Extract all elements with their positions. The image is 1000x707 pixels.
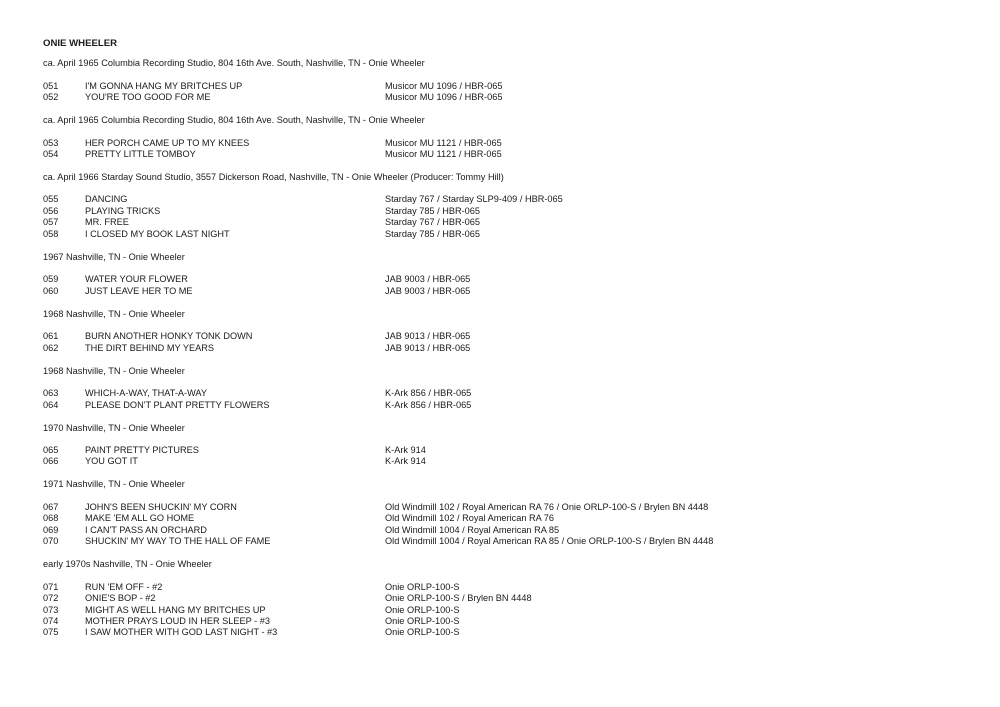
session-block bbox=[43, 423, 963, 468]
track-row bbox=[43, 400, 963, 411]
track-title: PLEASE DON'T PLANT PRETTY FLOWERS bbox=[85, 399, 270, 410]
track-number: 066 bbox=[43, 456, 59, 467]
track-release: Old Windmill 1004 / Royal American RA 85 bbox=[385, 524, 560, 535]
track-list bbox=[43, 274, 963, 297]
track-title: JUST LEAVE HER TO ME bbox=[85, 285, 193, 296]
track-row bbox=[43, 331, 963, 342]
track-title: MIGHT AS WELL HANG MY BRITCHES UP bbox=[85, 604, 266, 615]
session-block bbox=[43, 366, 963, 411]
track-title: JOHN'S BEEN SHUCKIN' MY CORN bbox=[85, 502, 237, 513]
track-list bbox=[43, 582, 963, 639]
track-list bbox=[43, 445, 963, 468]
session-header: 1967 Nashville, TN - Onie Wheeler bbox=[43, 251, 185, 262]
track-row bbox=[43, 593, 963, 604]
track-list bbox=[43, 81, 963, 104]
track-row bbox=[43, 274, 963, 285]
track-number: 074 bbox=[43, 615, 59, 626]
track-row bbox=[43, 92, 963, 103]
track-release: Onie ORLP-100-S bbox=[385, 604, 460, 615]
session-header: early 1970s Nashville, TN - Onie Wheeler bbox=[43, 559, 212, 570]
track-number: 069 bbox=[43, 524, 59, 535]
track-title: MAKE 'EM ALL GO HOME bbox=[85, 513, 195, 524]
track-title: RUN 'EM OFF - #2 bbox=[85, 581, 163, 592]
track-release: Musicor MU 1121 / HBR-065 bbox=[385, 137, 502, 148]
track-number: 072 bbox=[43, 593, 59, 604]
track-number: 075 bbox=[43, 627, 59, 638]
track-number: 057 bbox=[43, 217, 59, 228]
track-row bbox=[43, 388, 963, 399]
artist-heading: ONIE WHEELER bbox=[43, 38, 118, 49]
session-header: 1970 Nashville, TN - Onie Wheeler bbox=[43, 422, 185, 433]
track-number: 055 bbox=[43, 194, 59, 205]
session-header: 1968 Nashville, TN - Onie Wheeler bbox=[43, 308, 185, 319]
track-title: PAINT PRETTY PICTURES bbox=[85, 445, 199, 456]
track-release: JAB 9013 / HBR-065 bbox=[385, 331, 471, 342]
session-block bbox=[43, 479, 963, 547]
session-block bbox=[43, 559, 963, 639]
track-number: 054 bbox=[43, 148, 59, 159]
track-number: 053 bbox=[43, 137, 59, 148]
track-release: Musicor MU 1096 / HBR-065 bbox=[385, 80, 503, 91]
track-release: JAB 9003 / HBR-065 bbox=[385, 274, 471, 285]
track-title: HER PORCH CAME UP TO MY KNEES bbox=[85, 137, 250, 148]
track-number: 065 bbox=[43, 445, 59, 456]
discography-page bbox=[43, 37, 963, 650]
track-release: Starday 785 / HBR-065 bbox=[385, 228, 480, 239]
track-row bbox=[43, 206, 963, 217]
track-title: ONIE'S BOP - #2 bbox=[85, 593, 156, 604]
track-title: YOU'RE TOO GOOD FOR ME bbox=[85, 91, 211, 102]
session-block bbox=[43, 172, 963, 240]
track-number: 060 bbox=[43, 285, 59, 296]
track-title: MR. FREE bbox=[85, 217, 129, 228]
track-release: K-Ark 914 bbox=[385, 456, 426, 467]
track-number: 059 bbox=[43, 274, 59, 285]
track-list bbox=[43, 502, 963, 548]
track-row bbox=[43, 217, 963, 228]
track-title: I CLOSED MY BOOK LAST NIGHT bbox=[85, 228, 230, 239]
session-header: 1968 Nashville, TN - Onie Wheeler bbox=[43, 365, 185, 376]
track-row bbox=[43, 456, 963, 467]
track-list bbox=[43, 138, 963, 161]
track-title: PLAYING TRICKS bbox=[85, 205, 161, 216]
track-number: 062 bbox=[43, 342, 59, 353]
track-release: Starday 767 / Starday SLP9-409 / HBR-065 bbox=[385, 194, 563, 205]
track-release: Onie ORLP-100-S bbox=[385, 627, 460, 638]
track-number: 061 bbox=[43, 331, 59, 342]
track-row bbox=[43, 194, 963, 205]
track-release: Musicor MU 1121 / HBR-065 bbox=[385, 148, 502, 159]
track-title: WHICH-A-WAY, THAT-A-WAY bbox=[85, 388, 207, 399]
track-number: 073 bbox=[43, 604, 59, 615]
track-row bbox=[43, 445, 963, 456]
track-row bbox=[43, 149, 963, 160]
track-row bbox=[43, 525, 963, 536]
track-list bbox=[43, 388, 963, 411]
track-release: K-Ark 914 bbox=[385, 445, 426, 456]
track-title: DANCING bbox=[85, 194, 128, 205]
track-title: I SAW MOTHER WITH GOD LAST NIGHT - #3 bbox=[85, 627, 278, 638]
track-title: THE DIRT BEHIND MY YEARS bbox=[85, 342, 214, 353]
track-title: PRETTY LITTLE TOMBOY bbox=[85, 148, 196, 159]
track-title: I'M GONNA HANG MY BRITCHES UP bbox=[85, 80, 243, 91]
track-number: 064 bbox=[43, 399, 59, 410]
track-row bbox=[43, 513, 963, 524]
track-release: Old Windmill 1004 / Royal American RA 85 / Onie ORLP-100-S / Brylen BN 4448 bbox=[385, 536, 714, 547]
track-row bbox=[43, 605, 963, 616]
session-block bbox=[43, 252, 963, 297]
track-title: YOU GOT IT bbox=[85, 456, 138, 467]
track-title: SHUCKIN' MY WAY TO THE HALL OF FAME bbox=[85, 536, 271, 547]
track-list bbox=[43, 194, 963, 240]
session-header: ca. April 1965 Columbia Recording Studio, 804 16th Ave. South, Nashville, TN - Onie Wheeler bbox=[43, 114, 425, 125]
track-release: Onie ORLP-100-S bbox=[385, 615, 460, 626]
track-row bbox=[43, 616, 963, 627]
track-number: 070 bbox=[43, 536, 59, 547]
track-release: JAB 9003 / HBR-065 bbox=[385, 285, 471, 296]
track-release: Onie ORLP-100-S bbox=[385, 581, 460, 592]
track-number: 056 bbox=[43, 205, 59, 216]
track-list bbox=[43, 331, 963, 354]
session-block bbox=[43, 115, 963, 160]
session-header: ca. April 1966 Starday Sound Studio, 3557 Dickerson Road, Nashville, TN - Onie Wheeler (Producer: Tommy Hill) bbox=[43, 171, 504, 182]
track-title: WATER YOUR FLOWER bbox=[85, 274, 188, 285]
track-number: 067 bbox=[43, 502, 59, 513]
track-number: 063 bbox=[43, 388, 59, 399]
track-number: 051 bbox=[43, 80, 59, 91]
track-number: 058 bbox=[43, 228, 59, 239]
track-release: Musicor MU 1096 / HBR-065 bbox=[385, 91, 503, 102]
track-release: Starday 767 / HBR-065 bbox=[385, 217, 480, 228]
session-header: ca. April 1965 Columbia Recording Studio, 804 16th Ave. South, Nashville, TN - Onie Wheeler bbox=[43, 58, 425, 68]
track-title: MOTHER PRAYS LOUD IN HER SLEEP - #3 bbox=[85, 615, 270, 626]
track-row bbox=[43, 502, 963, 513]
track-release: JAB 9013 / HBR-065 bbox=[385, 342, 471, 353]
track-release: K-Ark 856 / HBR-065 bbox=[385, 388, 472, 399]
track-row bbox=[43, 81, 963, 92]
track-release: K-Ark 856 / HBR-065 bbox=[385, 399, 472, 410]
track-release: Old Windmill 102 / Royal American RA 76 / Onie ORLP-100-S / Brylen BN 4448 bbox=[385, 502, 709, 513]
track-release: Onie ORLP-100-S / Brylen BN 4448 bbox=[385, 593, 532, 604]
track-title: BURN ANOTHER HONKY TONK DOWN bbox=[85, 331, 253, 342]
track-row bbox=[43, 229, 963, 240]
track-row bbox=[43, 286, 963, 297]
track-number: 068 bbox=[43, 513, 59, 524]
session-block bbox=[43, 58, 963, 103]
session-list bbox=[43, 58, 963, 639]
track-row bbox=[43, 627, 963, 638]
track-row bbox=[43, 582, 963, 593]
track-release: Starday 785 / HBR-065 bbox=[385, 205, 480, 216]
session-block bbox=[43, 309, 963, 354]
track-row bbox=[43, 343, 963, 354]
track-number: 052 bbox=[43, 91, 59, 102]
track-release: Old Windmill 102 / Royal American RA 76 bbox=[385, 513, 555, 524]
track-number: 071 bbox=[43, 581, 59, 592]
track-row bbox=[43, 138, 963, 149]
session-header: 1971 Nashville, TN - Onie Wheeler bbox=[43, 479, 185, 490]
track-title: I CAN'T PASS AN ORCHARD bbox=[85, 524, 207, 535]
track-row bbox=[43, 536, 963, 547]
